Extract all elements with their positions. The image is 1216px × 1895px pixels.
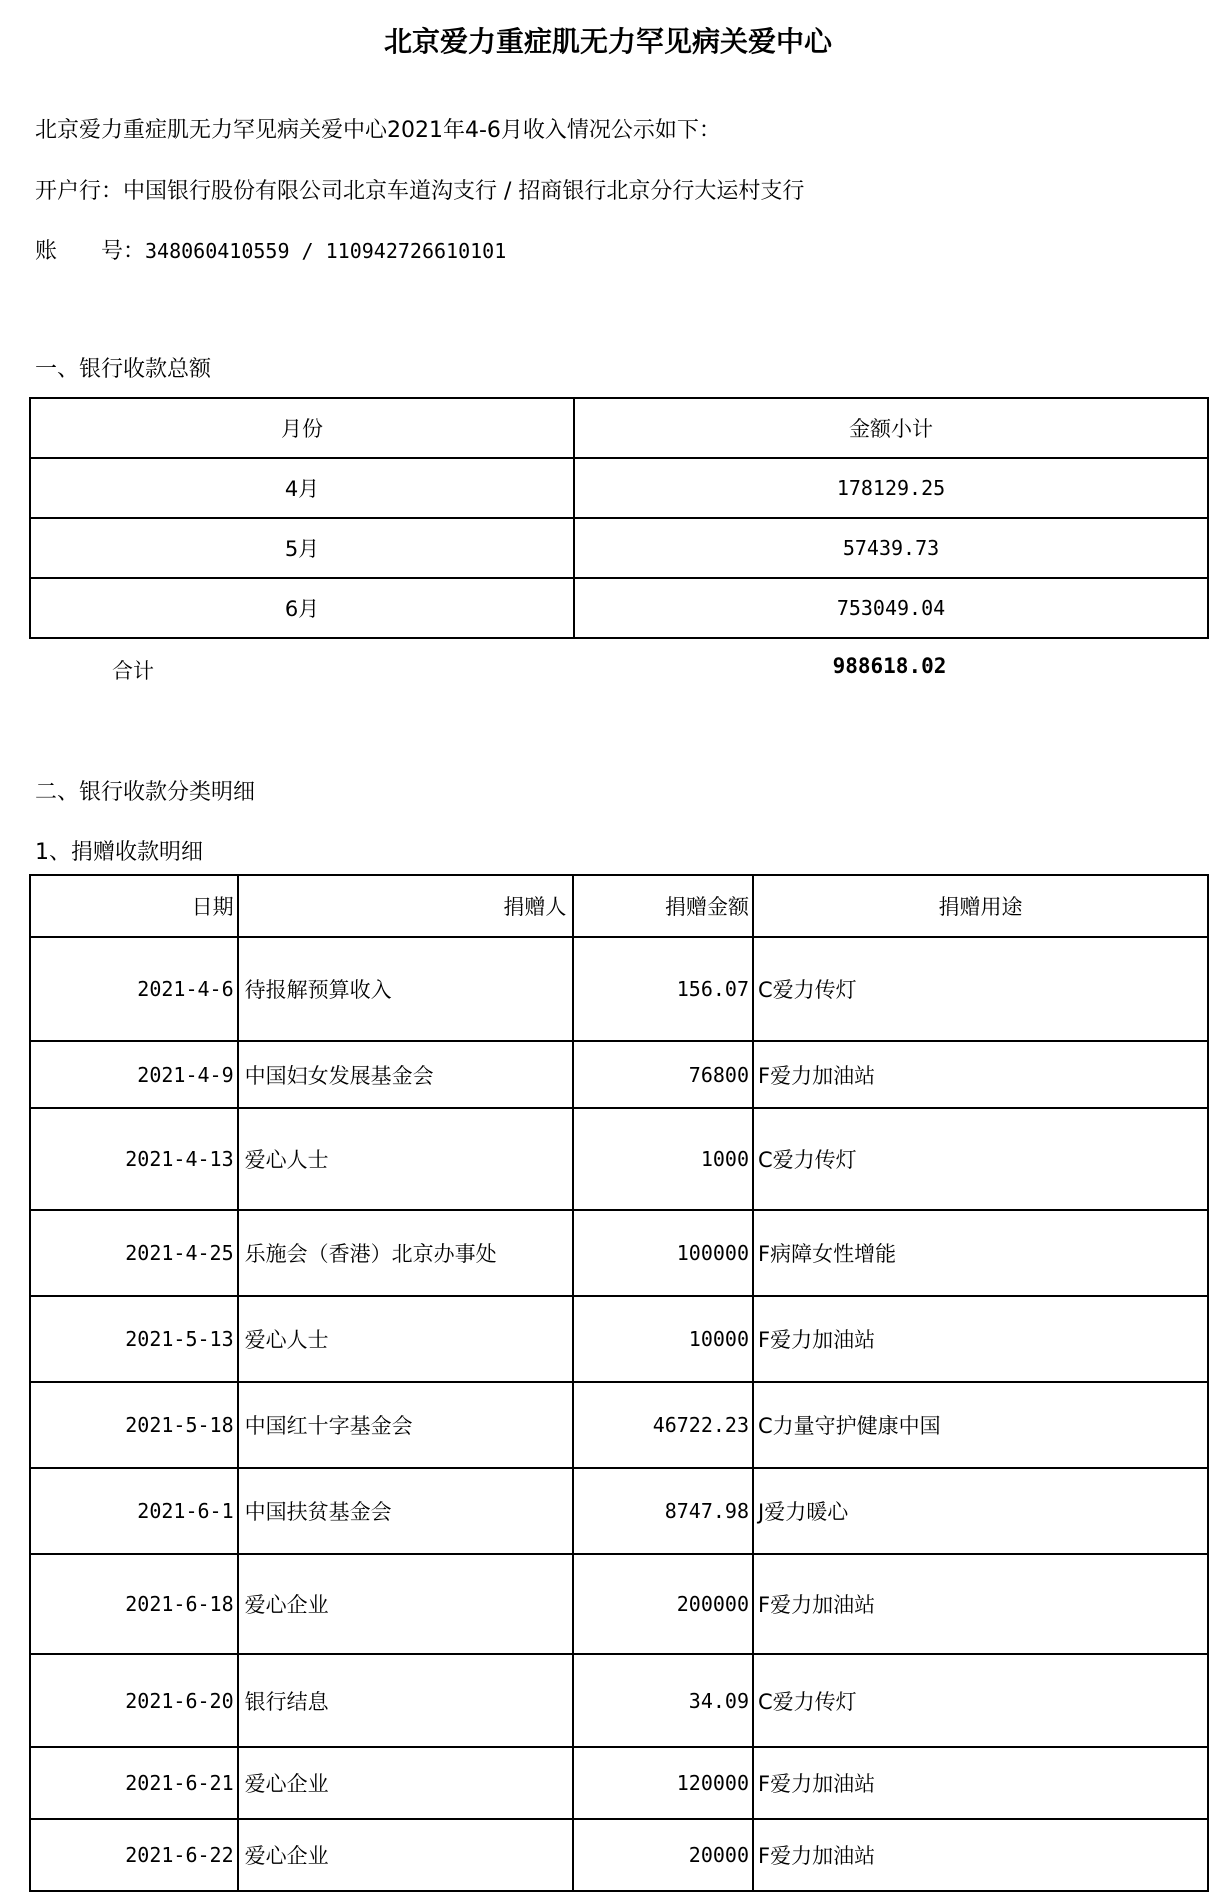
donor-cell: 爱心人士: [238, 1108, 574, 1210]
date-cell: 2021-6-1: [30, 1468, 238, 1554]
summary-row: [30, 518, 1208, 578]
amount-cell: 57439.73: [574, 518, 1208, 578]
donation-amount-cell: 34.09: [573, 1654, 753, 1747]
donor-cell: 乐施会（香港）北京办事处: [238, 1210, 574, 1296]
donation-row: [30, 1041, 1208, 1108]
page-title: 北京爱力重症肌无力罕见病关爱中心: [383, 25, 832, 58]
donation-table: [29, 874, 1209, 1892]
purpose-cell: C爱力传灯: [753, 937, 1208, 1041]
date-cell: 2021-5-18: [30, 1382, 238, 1468]
donor-cell: 爱心人士: [238, 1296, 574, 1382]
account-line: [35, 234, 506, 265]
donor-header: 捐赠人: [238, 875, 574, 937]
donation-row: [30, 1747, 1208, 1819]
donation-row: [30, 1382, 1208, 1468]
summary-table: [29, 397, 1209, 639]
donation-row: [30, 937, 1208, 1041]
donation-row: [30, 1296, 1208, 1382]
donation-row: [30, 1554, 1208, 1654]
donation-row: [30, 1210, 1208, 1296]
donation-amount-cell: 10000: [573, 1296, 753, 1382]
donation-amount-cell: 20000: [573, 1819, 753, 1891]
summary-header-row: [30, 398, 1208, 458]
month-cell: 5月: [30, 518, 574, 578]
section2-heading: 二、银行收款分类明细: [35, 780, 256, 805]
total-value: 988618.02: [832, 654, 947, 678]
donation-row: [30, 1108, 1208, 1210]
date-cell: 2021-6-18: [30, 1554, 238, 1654]
date-cell: 2021-4-9: [30, 1041, 238, 1108]
bank-value: 中国银行股份有限公司北京车道沟支行 / 招商银行北京分行大运村支行: [123, 179, 805, 204]
donation-row: [30, 1468, 1208, 1554]
donation-sub-heading: 1、捐赠收款明细: [35, 840, 203, 865]
date-cell: 2021-4-13: [30, 1108, 238, 1210]
donor-cell: 中国妇女发展基金会: [238, 1041, 574, 1108]
donor-cell: 中国红十字基金会: [238, 1382, 574, 1468]
bank-line: [35, 174, 804, 205]
donation-amount-cell: 46722.23: [573, 1382, 753, 1468]
date-cell: 2021-5-13: [30, 1296, 238, 1382]
month-cell: 6月: [30, 578, 574, 638]
purpose-cell: F病障女性增能: [753, 1210, 1208, 1296]
donor-cell: 爱心企业: [238, 1554, 574, 1654]
purpose-cell: C爱力传灯: [753, 1108, 1208, 1210]
donation-header-row: [30, 875, 1208, 937]
total-label: 合计: [112, 659, 154, 683]
date-cell: 2021-4-6: [30, 937, 238, 1041]
donor-cell: 中国扶贫基金会: [238, 1468, 574, 1554]
donation-amount-cell: 1000: [573, 1108, 753, 1210]
donation-row: [30, 1654, 1208, 1747]
date-cell: 2021-6-21: [30, 1747, 238, 1819]
amount-cell: 178129.25: [574, 458, 1208, 518]
donation-amount-cell: 8747.98: [573, 1468, 753, 1554]
donation-amount-cell: 156.07: [573, 937, 753, 1041]
amount-subtotal-header: 金额小计: [574, 398, 1208, 458]
donation-amount-cell: 120000: [573, 1747, 753, 1819]
intro-text: 北京爱力重症肌无力罕见病关爱中心2021年4-6月收入情况公示如下：: [35, 118, 721, 143]
purpose-cell: C力量守护健康中国: [753, 1382, 1208, 1468]
donation-amount-cell: 200000: [573, 1554, 753, 1654]
donation-amount-cell: 76800: [573, 1041, 753, 1108]
amount-cell: 753049.04: [574, 578, 1208, 638]
donor-cell: 爱心企业: [238, 1819, 574, 1891]
purpose-cell: F爱力加油站: [753, 1296, 1208, 1382]
donation-amount-cell: 100000: [573, 1210, 753, 1296]
account-value: 348060410559 / 110942726610101: [145, 239, 507, 263]
purpose-cell: C爱力传灯: [753, 1654, 1208, 1747]
donation-row: [30, 1819, 1208, 1891]
account-label: 账 号：: [35, 239, 146, 264]
month-header: 月份: [30, 398, 574, 458]
purpose-cell: F爱力加油站: [753, 1041, 1208, 1108]
donor-cell: 银行结息: [238, 1654, 574, 1747]
summary-row: [30, 578, 1208, 638]
purpose-cell: F爱力加油站: [753, 1747, 1208, 1819]
date-header: 日期: [30, 875, 238, 937]
purpose-header: 捐赠用途: [753, 875, 1208, 937]
bank-label: 开户行：: [35, 179, 124, 204]
purpose-cell: F爱力加油站: [753, 1554, 1208, 1654]
donor-cell: 爱心企业: [238, 1747, 574, 1819]
date-cell: 2021-6-20: [30, 1654, 238, 1747]
donor-cell: 待报解预算收入: [238, 937, 574, 1041]
month-cell: 4月: [30, 458, 574, 518]
date-cell: 2021-6-22: [30, 1819, 238, 1891]
summary-row: [30, 458, 1208, 518]
donation-amount-header: 捐赠金额: [573, 875, 753, 937]
date-cell: 2021-4-25: [30, 1210, 238, 1296]
purpose-cell: J爱力暖心: [753, 1468, 1208, 1554]
section1-heading: 一、银行收款总额: [35, 357, 212, 382]
purpose-cell: F爱力加油站: [753, 1819, 1208, 1891]
